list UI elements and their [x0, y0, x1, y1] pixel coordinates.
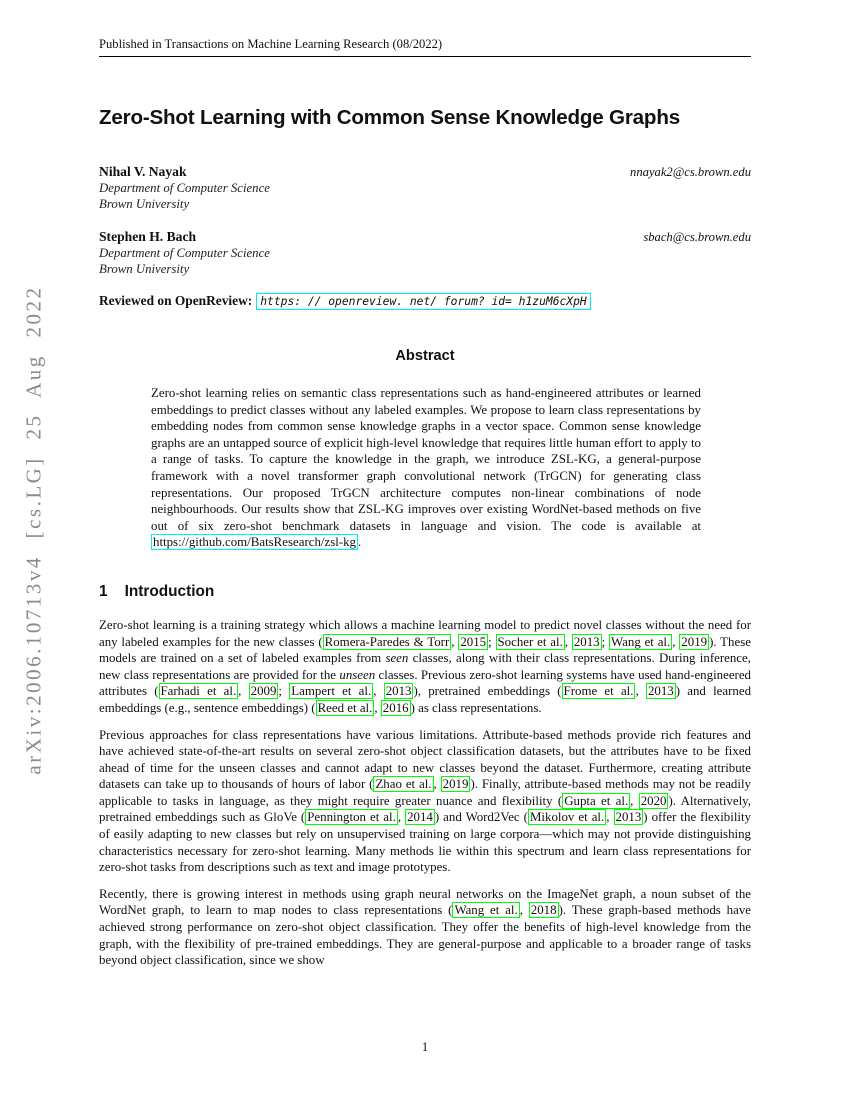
paper-title: Zero-Shot Learning with Common Sense Knowledge Graphs	[99, 106, 680, 129]
author-email: sbach@cs.brown.edu	[643, 230, 751, 244]
text-run: ,	[433, 777, 441, 792]
openreview-label: Reviewed on OpenReview:	[99, 293, 253, 308]
citation-link[interactable]: Gupta et al.	[564, 793, 629, 808]
citation-link[interactable]: Pennington et al.	[307, 810, 396, 825]
text-run: .	[358, 535, 362, 550]
author-email: nnayak2@cs.brown.edu	[630, 165, 751, 179]
author-block-2	[99, 228, 751, 277]
text-run: ,	[564, 634, 572, 649]
text-run: Zero-shot learning relies on semantic class representations such as hand-engineered attributes or learned embeddings to predict classes without any labeled examples. We propose to learn class representations by embedding nodes from common sense knowledge graphs in a vector space. Common sense knowledge graphs are an untapped source of explicit high-level knowledge that requires little human effort to apply to a range of tasks. To capture the knowledge in the graph, we introduce ZSL-KG, a general-purpose framework with a novel transformer graph convolutional network (TrGCN) for generating class representations. Our proposed TrGCN architecture computes non-linear combinations of node neighbourhoods. Our results show that ZSL-KG improves over existing WordNet-based methods on five out of six zero-shot benchmark datasets in language and vision. The code is available at	[151, 386, 701, 533]
text-run: ,	[451, 634, 459, 649]
paragraph	[99, 727, 751, 876]
citation-link[interactable]: Romera-Paredes & Torr	[324, 634, 450, 649]
page-number: 1	[421, 1040, 429, 1054]
citation-link[interactable]: 2018	[530, 903, 557, 918]
paragraph	[99, 617, 751, 717]
text-run: ,	[373, 684, 384, 699]
citation-link[interactable]: 2013	[385, 684, 412, 699]
author-university: Brown University	[99, 197, 190, 211]
text-run: ,	[374, 700, 381, 715]
text-run: ) offer the flexibility of easily adapting to new classes but rely on unsupervised training on large corpora—which may not provide distinguishing characteristics necessary for zero-shot learning. Many methods lie within this spectrum and learn class representations for zero-shot tasks from descriptions such as text and image prototypes.	[99, 810, 752, 875]
citation-link[interactable]: Farhadi et al.	[160, 684, 237, 699]
author-university: Brown University	[99, 262, 190, 276]
citation-link[interactable]: Zhao et al.	[375, 777, 432, 792]
text-run: ,	[635, 684, 646, 699]
emphasis-text: unseen	[339, 667, 376, 682]
github-link[interactable]: https://github.com/BatsResearch/zsl-kg	[153, 535, 356, 550]
author-row	[99, 228, 751, 245]
text-run: ;	[278, 684, 290, 699]
citation-link[interactable]: Socher et al.	[497, 634, 563, 649]
journal-header: Published in Transactions on Machine Learning Research (08/2022)	[99, 37, 443, 51]
author-name: Nihal V. Nayak	[99, 164, 187, 179]
text-run: Previous approaches for class representations have various limitations. Attribute-based methods provide rich features and have achieved state-of-the-art results on several zero-shot object classification datasets, but the attributes have to be fixed ahead of time for the unseen classes and cannot adapt to new classes beyond the dataset. Furthermore, creating attribute datasets can take up to thousands of hours of labor (	[99, 727, 751, 792]
text-run: ) as class representations.	[410, 700, 542, 715]
citation-link[interactable]: 2013	[573, 634, 600, 649]
abstract-text	[151, 385, 701, 551]
text-run: ,	[519, 903, 529, 918]
abstract-heading: Abstract	[395, 348, 455, 364]
citation-link[interactable]: 2015	[460, 634, 487, 649]
text-run: ,	[238, 684, 249, 699]
citation-link[interactable]: Lampert et al.	[291, 684, 372, 699]
citation-link[interactable]: 2020	[640, 793, 667, 808]
text-run: classes. Previous zero-shot learning systems have used hand-engineered attributes (	[99, 667, 751, 699]
openreview-link[interactable]: https: // openreview. net/ forum? id= h1zuM6cXpH	[256, 293, 590, 310]
section-heading-introduction	[99, 582, 751, 601]
text-run: ,	[397, 810, 406, 825]
text-run: ). Finally, attribute-based methods may not be readily applicable to tasks in language, as they might require greater nuance and flexibility (	[99, 777, 751, 808]
author-name: Stephen H. Bach	[99, 229, 197, 244]
citation-link[interactable]: Mikolov et al.	[529, 810, 605, 825]
text-run: ,	[630, 793, 639, 808]
text-run: ;	[488, 634, 496, 649]
citation-link[interactable]: 2014	[407, 810, 433, 825]
citation-link[interactable]: Frome et al.	[563, 684, 634, 699]
text-run: ,	[606, 810, 614, 825]
citation-link[interactable]: 2019	[681, 634, 708, 649]
emphasis-text: seen	[385, 651, 409, 666]
section-number: 1	[99, 582, 108, 600]
text-run: ). These graph-based methods have achieved strong performance on zero-shot object classification. They offer the benefits of high-level knowledge from the graph, with the flexibility of pre-trained embeddings. They are general-purpose and applicable to a broader range of tasks beyond object classification, since we show	[99, 903, 752, 968]
section-title: Introduction	[124, 582, 215, 600]
openreview-row	[99, 293, 751, 309]
text-run: ;	[601, 634, 610, 649]
citation-link[interactable]: 2013	[647, 684, 674, 699]
text-run: ). Alternatively, pretrained embeddings such as GloVe (	[99, 793, 751, 825]
page-content	[99, 0, 751, 969]
author-row	[99, 163, 751, 180]
text-run: Zero-shot learning is a training strategy which allows a machine learning model to predict novel classes without the need for any labeled examples for the new classes (	[99, 617, 751, 649]
text-run: ) and learned embeddings (e.g., sentence embeddings) (	[99, 684, 752, 715]
citation-link[interactable]: 2019	[442, 777, 469, 792]
header-rule	[99, 56, 751, 57]
citation-link[interactable]: Reed et al.	[317, 700, 373, 715]
citation-link[interactable]: 2013	[615, 810, 642, 825]
paragraph	[99, 886, 751, 969]
author-department: Department of Computer Science	[99, 246, 270, 260]
citation-link[interactable]: Wang et al.	[611, 634, 671, 649]
citation-link[interactable]: 2016	[382, 700, 409, 715]
text-run: classes, along with their class representations. During inference, new class representations are provided for the	[99, 651, 751, 682]
text-run: ), pretrained embeddings (	[413, 684, 562, 699]
text-run: ). These models are trained on a set of labeled examples from	[99, 634, 751, 666]
text-run: ) and Word2Vec (	[434, 810, 528, 825]
citation-link[interactable]: 2009	[250, 684, 277, 699]
author-section	[99, 163, 751, 277]
text-run: Recently, there is growing interest in methods using graph neural networks on the ImageNet graph, a noun subset of the WordNet graph, to learn to map nodes to class representations (	[99, 886, 751, 918]
text-run: ,	[672, 634, 680, 649]
arxiv-watermark: arXiv:2006.10713v4 [cs.LG] 25 Aug 2022	[21, 285, 46, 775]
citation-link[interactable]: Wang et al.	[454, 903, 518, 918]
author-department: Department of Computer Science	[99, 181, 270, 195]
author-block-1	[99, 163, 751, 212]
